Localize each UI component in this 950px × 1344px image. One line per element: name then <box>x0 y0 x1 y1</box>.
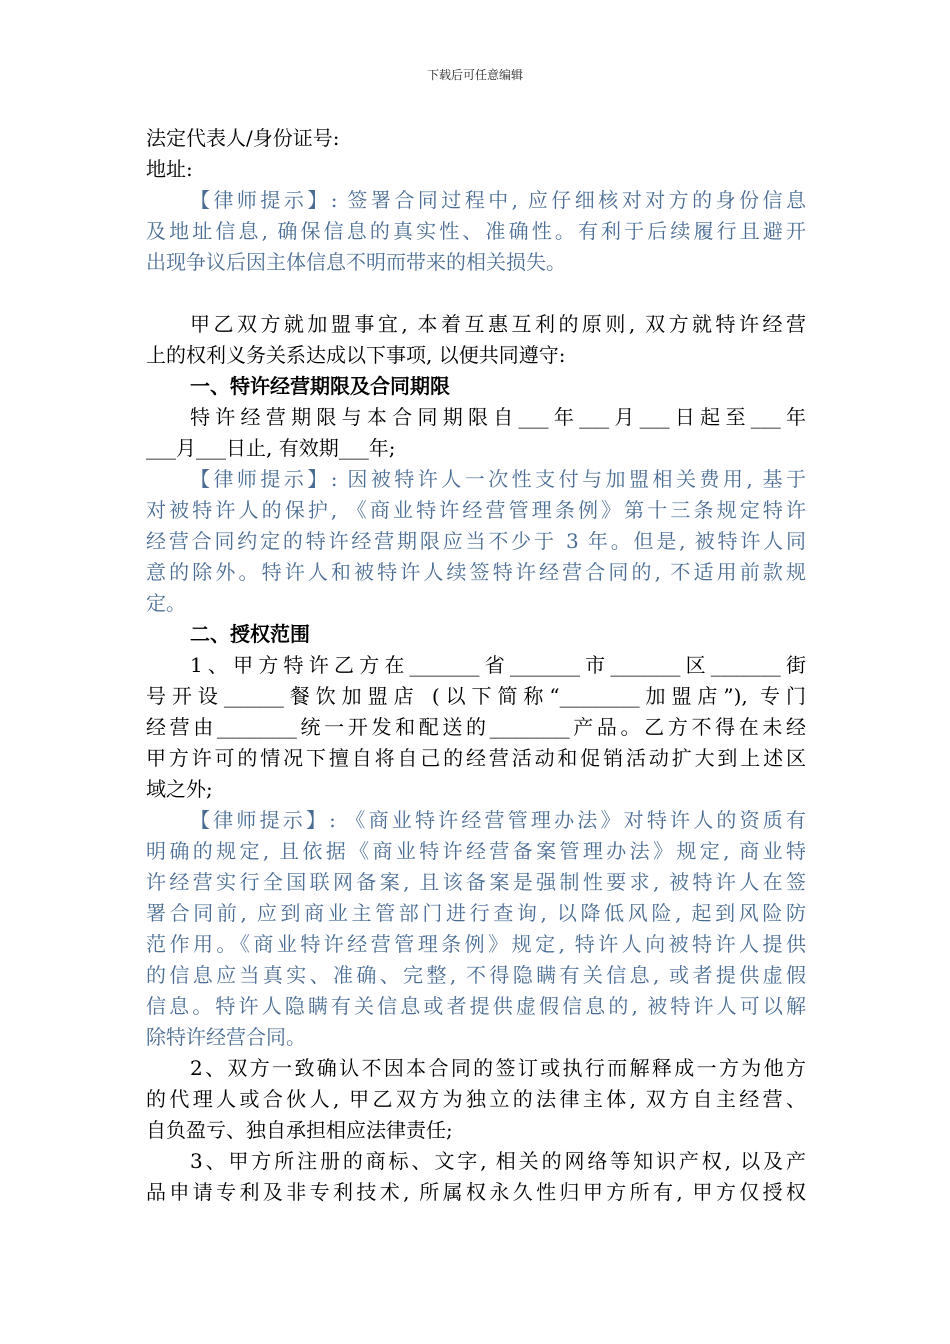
text-line: 品申请专利及非专利技术, 所属权永久性归甲方所有, 甲方仅授权 <box>146 1180 806 1204</box>
text-line: 1、甲方特许乙方在_______省_______市_______区_______街 <box>190 653 806 677</box>
lawyer-tip-line: 定。 <box>146 591 186 615</box>
text-line: 的代理人或合伙人, 甲乙双方为独立的法律主体, 双方自主经营、 <box>146 1087 806 1111</box>
blank-line <box>146 278 806 309</box>
text-line: 自负盈亏、独自承担相应法律责任; <box>146 1118 453 1142</box>
text-line: 法定代表人/身份证号: <box>146 126 340 150</box>
lawyer-tip-line: 的信息应当真实、准确、完整, 不得隐瞒有关信息, 或者提供虚假 <box>146 963 806 987</box>
lawyer-tip-line: 【律师提示】: 《商业特许经营管理办法》对特许人的资质有 <box>190 808 806 832</box>
lawyer-tip-line: 许经营实行全国联网备案, 且该备案是强制性要求, 被特许人在签 <box>146 870 806 894</box>
text-line: 甲方许可的情况下擅自将自己的经营活动和促销活动扩大到上述区 <box>146 746 806 770</box>
text-line: 经营由________统一开发和配送的________产品。乙方不得在未经 <box>146 715 806 739</box>
page-header: 下载后可任意编辑 <box>426 68 523 82</box>
lawyer-tip-line: 署合同前, 应到商业主管部门进行查询, 以降低风险, 起到风险防 <box>146 901 806 925</box>
lawyer-tip-line: 范作用。《商业特许经营管理条例》规定, 特许人向被特许人提供 <box>146 932 806 956</box>
lawyer-tip-line: 【律师提示】: 因被特许人一次性支付与加盟相关费用, 基于 <box>190 467 806 491</box>
text-line: 甲乙双方就加盟事宜, 本着互惠互利的原则, 双方就特许经营 <box>190 312 806 336</box>
text-line: 上的权利义务关系达成以下事项, 以便共同遵守: <box>146 343 566 367</box>
document-body <box>146 123 806 1208</box>
text-line: 地址: <box>146 157 193 181</box>
lawyer-tip-line: 意的除外。特许人和被特许人续签特许经营合同的, 不适用前款规 <box>146 560 806 584</box>
lawyer-tip-line: 【律师提示】: 签署合同过程中, 应仔细核对对方的身份信息 <box>190 188 806 212</box>
lawyer-tip-line: 除特许经营合同。 <box>146 1025 306 1049</box>
text-line: 域之外; <box>146 777 213 801</box>
lawyer-tip-line: 信息。特许人隐瞒有关信息或者提供虚假信息的, 被特许人可以解 <box>146 994 806 1018</box>
section-heading: 一、特许经营期限及合同期限 <box>190 374 450 398</box>
lawyer-tip-line: 出现争议后因主体信息不明而带来的相关损失。 <box>146 250 566 274</box>
section-heading: 二、授权范围 <box>190 622 310 646</box>
text-line: 3、甲方所注册的商标、文字, 相关的网络等知识产权, 以及产 <box>190 1149 806 1173</box>
lawyer-tip-line: 对被特许人的保护, 《商业特许经营管理条例》第十三条规定特许 <box>146 498 806 522</box>
text-line: 特许经营期限与本合同期限自___年___月___日起至___年 <box>190 405 806 429</box>
lawyer-tip-line: 及地址信息, 确保信息的真实性、准确性。有利于后续履行且避开 <box>146 219 806 243</box>
text-line: 2、双方一致确认不因本合同的签订或执行而解释成一方为他方 <box>190 1056 806 1080</box>
text-line: ___月___日止, 有效期___年; <box>146 436 396 460</box>
lawyer-tip-line: 经营合同约定的特许经营期限应当不少于 3 年。但是, 被特许人同 <box>146 529 806 553</box>
text-line: 号开设______餐饮加盟店 (以下简称“________加盟店”), 专门 <box>146 684 806 708</box>
lawyer-tip-line: 明确的规定, 且依据《商业特许经营备案管理办法》规定, 商业特 <box>146 839 806 863</box>
